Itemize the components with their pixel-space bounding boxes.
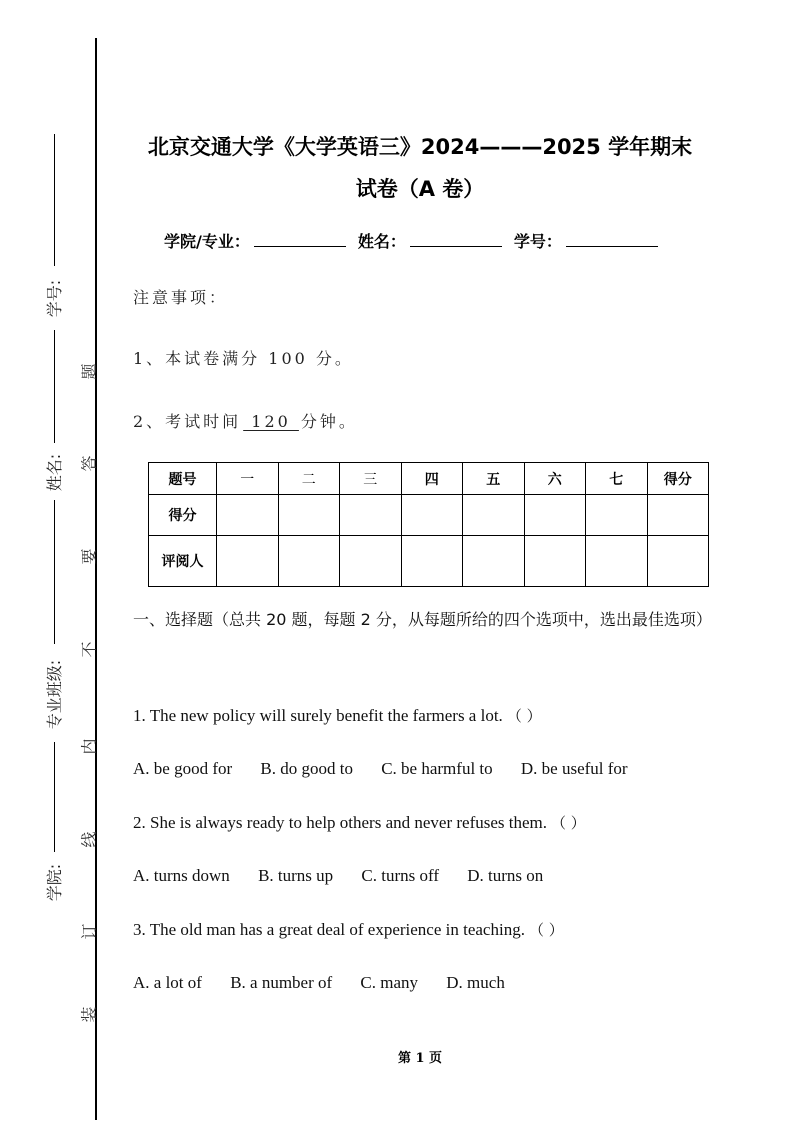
college-major-input[interactable]	[254, 231, 346, 247]
option-d: D. much	[446, 973, 505, 992]
student-id-input[interactable]	[566, 231, 658, 247]
question-1-options	[133, 759, 628, 779]
header-cell: 得分	[647, 463, 709, 495]
option-a: A. a lot of	[133, 973, 202, 992]
exam-title: 北京交通大学《大学英语三》2024———2025 学年期末	[147, 135, 693, 159]
college-field-label: 学院:	[45, 863, 65, 901]
header-cell: 一	[217, 463, 279, 495]
option-d: D. be useful for	[520, 759, 628, 778]
option-d: D. turns on	[467, 866, 544, 885]
exam-duration-value: 120	[243, 412, 299, 431]
option-b: B. do good to	[260, 759, 353, 778]
question-2-stem	[133, 812, 586, 833]
student-id-field-line[interactable]	[54, 330, 55, 443]
score-cell[interactable]	[278, 495, 340, 536]
header-cell: 五	[463, 463, 525, 495]
header-cell: 四	[401, 463, 463, 495]
score-cell[interactable]	[586, 495, 648, 536]
seal-char: 线	[79, 831, 99, 848]
notice-item-2	[133, 409, 358, 432]
college-major-label: 学院/专业：	[164, 232, 250, 251]
question-text: 3. The old man has a great deal of experience in teaching.	[133, 920, 525, 939]
notice-heading: 注意事项：	[133, 288, 229, 307]
college-major-field	[164, 229, 346, 252]
seal-char: 答	[79, 455, 99, 472]
grader-cell[interactable]	[217, 536, 279, 587]
seal-char: 不	[79, 641, 99, 658]
seal-char: 内	[79, 738, 99, 755]
grader-cell[interactable]	[524, 536, 586, 587]
field-line-segment	[54, 134, 55, 266]
section-1-heading: 一、选择题（总共 20 题，每题 2 分，从每题所给的四个选项中，选出最佳选项）	[133, 610, 712, 629]
student-id-field	[514, 229, 658, 252]
grader-row	[149, 536, 709, 587]
question-text: 1. The new policy will surely benefit the farmers a lot.	[133, 706, 503, 725]
seal-char: 订	[79, 923, 99, 940]
score-table-header-row	[149, 463, 709, 495]
student-info-row	[164, 229, 670, 252]
grader-cell[interactable]	[401, 536, 463, 587]
question-text: 2. She is always ready to help others and never refuses them.	[133, 813, 548, 832]
header-cell: 六	[524, 463, 586, 495]
row-label: 得分	[149, 495, 217, 536]
seal-char: 装	[79, 1006, 99, 1023]
total-score-cell[interactable]	[647, 495, 709, 536]
score-cell[interactable]	[340, 495, 402, 536]
row-label: 评阅人	[149, 536, 217, 587]
score-cell[interactable]	[401, 495, 463, 536]
grader-cell[interactable]	[586, 536, 648, 587]
notice-item-2-suffix: 分钟。	[300, 412, 358, 431]
score-cell[interactable]	[463, 495, 525, 536]
class-field-label: 专业班级:	[45, 659, 65, 729]
option-b: B. turns up	[258, 866, 334, 885]
exam-subtitle: 试卷（A 卷）	[355, 177, 485, 201]
binding-line	[95, 38, 97, 1120]
option-b: B. a number of	[230, 973, 333, 992]
answer-blank[interactable]: （ ）	[528, 921, 564, 939]
question-3-options	[133, 973, 505, 993]
page-number: 第 1 页	[397, 1051, 443, 1066]
score-row	[149, 495, 709, 536]
name-field-line[interactable]	[54, 500, 55, 644]
option-a: A. turns down	[133, 866, 230, 885]
score-table	[148, 462, 709, 587]
option-c: C. turns off	[361, 866, 440, 885]
option-c: C. many	[360, 973, 419, 992]
answer-blank[interactable]: （ ）	[551, 814, 586, 832]
notice-item-2-prefix: 2、考试时间	[133, 412, 242, 431]
class-field-line[interactable]	[54, 742, 55, 852]
seal-char: 要	[79, 548, 99, 565]
notice-item-1: 1、本试卷满分 100 分。	[133, 349, 354, 368]
grader-cell[interactable]	[340, 536, 402, 587]
option-c: C. be harmful to	[381, 759, 493, 778]
header-cell: 二	[278, 463, 340, 495]
answer-blank[interactable]: （ ）	[506, 707, 542, 725]
question-3-stem	[133, 919, 564, 940]
header-cell: 七	[586, 463, 648, 495]
header-cell: 题号	[149, 463, 217, 495]
student-id-label: 学号：	[513, 232, 562, 251]
seal-char: 题	[79, 363, 99, 380]
question-1-stem	[133, 705, 542, 726]
grader-cell[interactable]	[278, 536, 340, 587]
name-field-label: 姓名:	[45, 453, 65, 491]
student-id-field-label: 学号:	[45, 279, 65, 317]
header-cell: 三	[340, 463, 402, 495]
option-a: A. be good for	[133, 759, 233, 778]
score-cell[interactable]	[217, 495, 279, 536]
question-2-options	[133, 866, 543, 886]
name-field	[358, 229, 502, 252]
name-label: 姓名：	[357, 232, 406, 251]
name-input[interactable]	[410, 231, 502, 247]
grader-cell[interactable]	[647, 536, 709, 587]
grader-cell[interactable]	[463, 536, 525, 587]
score-cell[interactable]	[524, 495, 586, 536]
